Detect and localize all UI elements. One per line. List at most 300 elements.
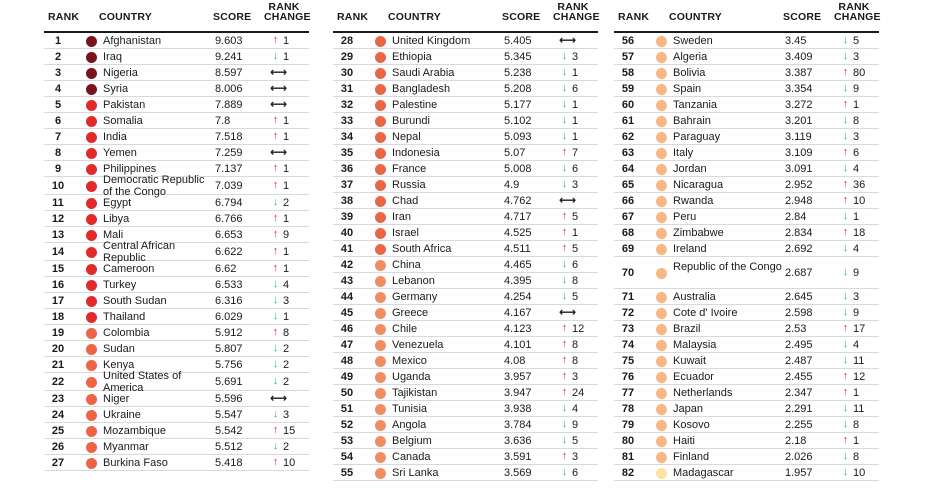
score-cell: 3.387 [785,66,813,79]
country-cell: Bangladesh [392,82,451,95]
rank-change-cell [840,147,880,159]
rank-change-cell [270,51,310,63]
arrow-down-icon: ↓ [561,178,568,190]
rank-cell: 22 [51,375,65,388]
rank-cell: 16 [51,278,65,291]
rank-cell: 49 [340,370,354,383]
rank-change-header: RANK CHANGE [834,1,881,23]
country-cell: Colombia [103,326,150,339]
country-cell: Pakistan [103,98,146,111]
score-cell: 7.8 [215,114,231,127]
country-cell: Egypt [103,196,132,209]
rank-change-cell [840,211,880,223]
score-cell: 3.784 [504,418,532,431]
rank-change-value: 80 [853,66,866,79]
country-cell: India [103,130,127,143]
arrow-down-icon: ↓ [842,402,849,414]
table-row [44,309,309,325]
rank-cell: 20 [51,342,65,355]
rank-cell: 43 [340,274,354,287]
rank-cell: 25 [51,424,65,437]
risk-level-dot-icon [656,388,667,399]
table-row [333,273,598,289]
country-cell: Mozambique [103,424,166,437]
score-cell: 6.622 [215,245,243,258]
table-row [614,209,879,225]
rank-change-cell [840,163,880,175]
rank-change-cell [270,390,310,405]
score-cell: 6.653 [215,228,243,241]
table-row [333,385,598,401]
rank-cell: 7 [54,130,62,143]
rank-change-value: 3 [572,370,579,383]
risk-level-dot-icon [375,36,386,47]
rank-change-value: 2 [283,440,290,453]
rank-cell: 79 [621,418,635,431]
score-cell: 6.029 [215,310,243,323]
rank-cell: 13 [51,228,65,241]
country-cell: Tanzania [673,98,718,111]
score-cell: 5.07 [504,146,526,159]
score-cell: 3.109 [785,146,813,159]
score-cell: 5.756 [215,358,243,371]
table-row [614,369,879,385]
rank-cell: 71 [621,290,635,303]
score-cell: 3.957 [504,370,532,383]
arrow-down-icon: ↓ [842,242,849,254]
rank-cell: 39 [340,210,354,223]
rank-change-value: 1 [572,130,579,143]
rank-change-cell [840,179,880,191]
rank-cell: 68 [621,226,635,239]
arrow-up-icon: ↑ [272,326,279,338]
country-cell: Ukraine [103,408,141,421]
arrow-down-icon: ↓ [272,375,279,387]
risk-level-dot-icon [86,164,97,175]
rank-cell: 3 [54,66,62,79]
rank-change-cell [840,115,880,127]
table-row [44,195,309,211]
rank-header: RANK [337,11,369,23]
score-cell: 2.948 [785,194,813,207]
rank-cell: 77 [621,386,635,399]
rank-change-cell [559,67,599,79]
risk-level-dot-icon [86,328,97,339]
country-cell: South Sudan [103,294,167,307]
score-cell: 4.717 [504,210,532,223]
rank-change-cell [559,339,599,351]
rank-cell: 69 [621,242,635,255]
rank-change-header: RANK CHANGE [553,1,600,23]
rank-change-value: 10 [853,466,866,479]
country-cell: Cote d' Ivoire [673,306,738,319]
country-cell: Australia [673,290,716,303]
rank-change-cell [559,435,599,447]
risk-level-dot-icon [86,344,97,355]
risk-level-dot-icon [375,452,386,463]
table-row [614,81,879,97]
rank-change-cell [270,163,310,175]
country-cell: Nigeria [103,66,138,79]
arrow-down-icon: ↓ [842,354,849,366]
rank-change-value: 7 [572,146,579,159]
arrow-up-icon: ↑ [272,424,279,436]
score-cell: 4.465 [504,258,532,271]
arrow-down-icon: ↓ [561,290,568,302]
rank-cell: 74 [621,338,635,351]
rank-change-cell [559,259,599,271]
arrow-up-icon: ↑ [272,245,279,257]
arrow-up-icon: ↑ [272,114,279,126]
risk-level-dot-icon [656,148,667,159]
table-row [44,65,309,81]
rank-change-cell [559,83,599,95]
arrow-down-icon: ↓ [272,278,279,290]
table-row [614,401,879,417]
arrow-up-icon: ↑ [842,98,849,110]
arrow-up-icon: ↑ [842,178,849,190]
score-cell: 4.395 [504,274,532,287]
ranking-column-2 [333,0,600,479]
rank-cell: 18 [51,310,65,323]
score-cell: 4.08 [504,354,526,367]
score-cell: 5.691 [215,375,243,388]
rank-change-value: 1 [283,310,290,323]
table-row [333,257,598,273]
score-cell: 3.119 [785,130,812,143]
country-cell: Algeria [673,50,708,63]
risk-level-dot-icon [656,52,667,63]
country-cell: Brazil [673,322,701,335]
rank-cell: 27 [51,456,65,469]
rank-change-header: RANK CHANGE [264,1,311,23]
rank-cell: 40 [340,226,354,239]
risk-level-dot-icon [86,100,97,111]
score-cell: 7.259 [215,146,243,159]
table-row [333,177,598,193]
arrow-down-icon: ↓ [561,274,568,286]
risk-level-dot-icon [375,132,386,143]
score-cell: 2.18 [785,434,807,447]
country-cell: Venezuela [392,338,444,351]
rank-cell: 8 [54,146,62,159]
risk-level-dot-icon [86,394,97,405]
rank-change-value: 3 [283,294,290,307]
risk-level-dot-icon [656,372,667,383]
rank-change-cell [270,343,310,355]
country-cell: Ecuador [673,370,714,383]
table-row [333,337,598,353]
country-cell: Iran [392,210,411,223]
rank-change-cell [559,51,599,63]
table-row [44,97,309,113]
table-row [333,449,598,465]
score-cell: 2.687 [785,266,813,279]
rank-change-value: 36 [853,178,866,191]
country-cell: Philippines [103,162,157,175]
risk-level-dot-icon [375,292,386,303]
risk-level-dot-icon [86,312,97,323]
rank-change-cell [559,403,599,415]
arrow-up-icon: ↑ [561,226,568,238]
country-cell: Haiti [673,434,696,447]
table-row [44,293,309,309]
arrow-up-icon: ↑ [561,338,568,350]
country-cell: Spain [673,82,702,95]
rank-change-value: 15 [283,424,296,437]
country-cell: Paraguay [673,130,721,143]
rank-change-cell [270,213,310,225]
score-header: SCORE [213,11,252,23]
table-row [333,417,598,433]
table-row [333,33,598,49]
rank-change-value: 6 [853,146,860,159]
risk-level-dot-icon [86,148,97,159]
rank-cell: 61 [621,114,635,127]
table-row [614,417,879,433]
score-cell: 7.137 [215,162,243,175]
rank-change-value: 8 [853,418,860,431]
rank-change-value: 5 [572,210,579,223]
score-cell: 3.201 [785,114,813,127]
rank-cell: 44 [340,290,354,303]
arrow-up-icon: ↑ [561,210,568,222]
country-cell: Mali [103,228,124,241]
score-cell: 9.241 [215,50,243,63]
rank-change-value: 8 [283,326,290,339]
risk-level-dot-icon [656,324,667,335]
arrow-down-icon: ↓ [561,66,568,78]
rank-change-value: 3 [853,50,860,63]
rank-cell: 58 [621,66,635,79]
risk-level-dot-icon [375,244,386,255]
score-cell: 2.53 [785,322,807,335]
rank-change-cell [840,371,880,383]
risk-level-dot-icon [375,356,386,367]
country-cell: Kosovo [673,418,710,431]
table-row [333,161,598,177]
rank-change-cell [840,307,880,319]
rank-change-value: 9 [853,306,860,319]
rank-cell: 34 [340,130,354,143]
country-cell: Saudi Arabia [392,66,455,79]
rank-change-cell [840,131,880,143]
rank-change-value: 1 [572,98,579,111]
rank-change-cell [559,99,599,111]
table-row [614,465,879,481]
rank-change-value: 12 [572,322,585,335]
risk-level-dot-icon [86,426,97,437]
rank-change-value: 2 [283,358,290,371]
arrow-up-icon: ↑ [272,162,279,174]
risk-level-dot-icon [375,420,386,431]
country-cell: Chile [392,322,418,335]
risk-level-dot-icon [375,100,386,111]
table-row [333,65,598,81]
rank-change-cell [840,267,880,279]
rank-change-value: 4 [853,162,860,175]
score-cell: 5.547 [215,408,243,421]
rank-change-value: 1 [283,262,290,275]
table-row [44,423,309,439]
table-row [44,33,309,49]
country-header: COUNTRY [669,11,722,23]
table-row [44,325,309,341]
table-row [44,439,309,455]
risk-level-dot-icon [656,292,667,303]
country-cell: Rwanda [673,194,714,207]
rank-change-cell [840,435,880,447]
country-cell: Republic of the Congo [673,260,782,273]
risk-level-dot-icon [375,404,386,415]
rank-cell: 63 [621,146,635,159]
score-cell: 5.542 [215,424,243,437]
score-cell: 5.405 [504,34,532,47]
rank-cell: 33 [340,114,354,127]
country-cell: Germany [392,290,438,303]
score-cell: 4.9 [504,178,520,191]
rank-change-value: 6 [572,466,579,479]
country-header: COUNTRY [99,11,152,23]
arrow-down-icon: ↓ [561,114,568,126]
risk-level-dot-icon [375,260,386,271]
rank-change-cell [559,323,599,335]
rank-cell: 60 [621,98,635,111]
table-row [44,145,309,161]
no-change-icon: ⟷ [270,96,288,111]
column-header [614,0,879,34]
rank-cell: 19 [51,326,65,339]
arrow-up-icon: ↑ [842,66,849,78]
rank-change-cell [270,246,310,258]
table-row [614,225,879,241]
risk-level-dot-icon [656,116,667,127]
rank-change-cell [559,179,599,191]
no-change-icon: ⟷ [559,32,577,47]
rank-change-value: 3 [853,130,860,143]
rank-change-cell [559,163,599,175]
score-cell: 7.889 [215,98,243,111]
rank-change-cell [270,229,310,241]
risk-level-dot-icon [656,468,667,479]
country-cell: Israel [392,226,419,239]
table-row [614,145,879,161]
arrow-up-icon: ↑ [272,34,279,46]
rank-change-value: 24 [572,386,585,399]
risk-level-dot-icon [375,196,386,207]
rank-change-value: 17 [853,322,866,335]
rank-change-cell [559,291,599,303]
rank-change-value: 11 [853,354,865,367]
risk-level-dot-icon [86,181,97,192]
risk-level-dot-icon [656,196,667,207]
risk-level-dot-icon [656,244,667,255]
rank-change-cell [270,131,310,143]
risk-level-dot-icon [86,68,97,79]
arrow-down-icon: ↓ [842,82,849,94]
arrow-up-icon: ↑ [842,226,849,238]
score-cell: 5.418 [215,456,243,469]
rank-change-cell [270,457,310,469]
rank-change-value: 1 [283,50,290,63]
rank-cell: 57 [621,50,635,63]
rank-cell: 15 [51,262,65,275]
table-row [614,305,879,321]
score-cell: 6.794 [215,196,243,209]
country-cell: Nicaragua [673,178,724,191]
rank-change-value: 1 [572,66,579,79]
arrow-up-icon: ↑ [272,228,279,240]
rank-change-value: 3 [572,178,579,191]
arrow-down-icon: ↓ [842,338,849,350]
table-row [333,113,598,129]
arrow-down-icon: ↓ [272,196,279,208]
score-cell: 2.347 [785,386,813,399]
rank-change-value: 1 [283,212,290,225]
rank-change-value: 1 [283,114,290,127]
rank-cell: 81 [621,450,635,463]
rank-change-value: 3 [283,408,290,421]
ranking-rows [614,33,879,481]
arrow-down-icon: ↓ [561,418,568,430]
rank-change-value: 3 [572,50,579,63]
country-cell: Kenya [103,358,135,371]
score-cell: 3.636 [504,434,532,447]
country-cell: Nepal [392,130,421,143]
arrow-down-icon: ↓ [842,210,849,222]
score-cell: 5.238 [504,66,532,79]
rank-cell: 24 [51,408,65,421]
rank-change-cell [559,387,599,399]
arrow-down-icon: ↓ [561,434,568,446]
table-row [44,455,309,471]
table-row [333,305,598,321]
risk-level-dot-icon [86,442,97,453]
table-row [44,277,309,293]
score-cell: 3.091 [785,162,813,175]
score-cell: 2.255 [785,418,813,431]
rank-change-value: 8 [853,450,860,463]
score-cell: 2.487 [785,354,813,367]
risk-level-dot-icon [656,436,667,447]
rank-change-value: 4 [572,402,579,415]
rank-change-cell [840,83,880,95]
risk-level-dot-icon [375,84,386,95]
arrow-down-icon: ↓ [561,466,568,478]
table-row [614,433,879,449]
table-row [333,97,598,113]
country-cell: Russia [392,178,426,191]
score-cell: 5.512 [215,440,243,453]
score-cell: 5.912 [215,326,243,339]
arrow-down-icon: ↓ [842,306,849,318]
table-row [44,49,309,65]
rank-change-cell [270,279,310,291]
arrow-up-icon: ↑ [272,262,279,274]
rank-cell: 73 [621,322,635,335]
rank-cell: 12 [51,212,65,225]
table-row [333,209,598,225]
score-cell: 2.598 [785,306,813,319]
ranking-column-3 [614,0,881,479]
table-row [614,33,879,49]
rank-change-cell [559,147,599,159]
rank-change-value: 8 [572,354,579,367]
score-cell: 2.692 [785,242,813,255]
arrow-down-icon: ↓ [272,440,279,452]
table-row [614,241,879,257]
rank-change-cell [840,291,880,303]
